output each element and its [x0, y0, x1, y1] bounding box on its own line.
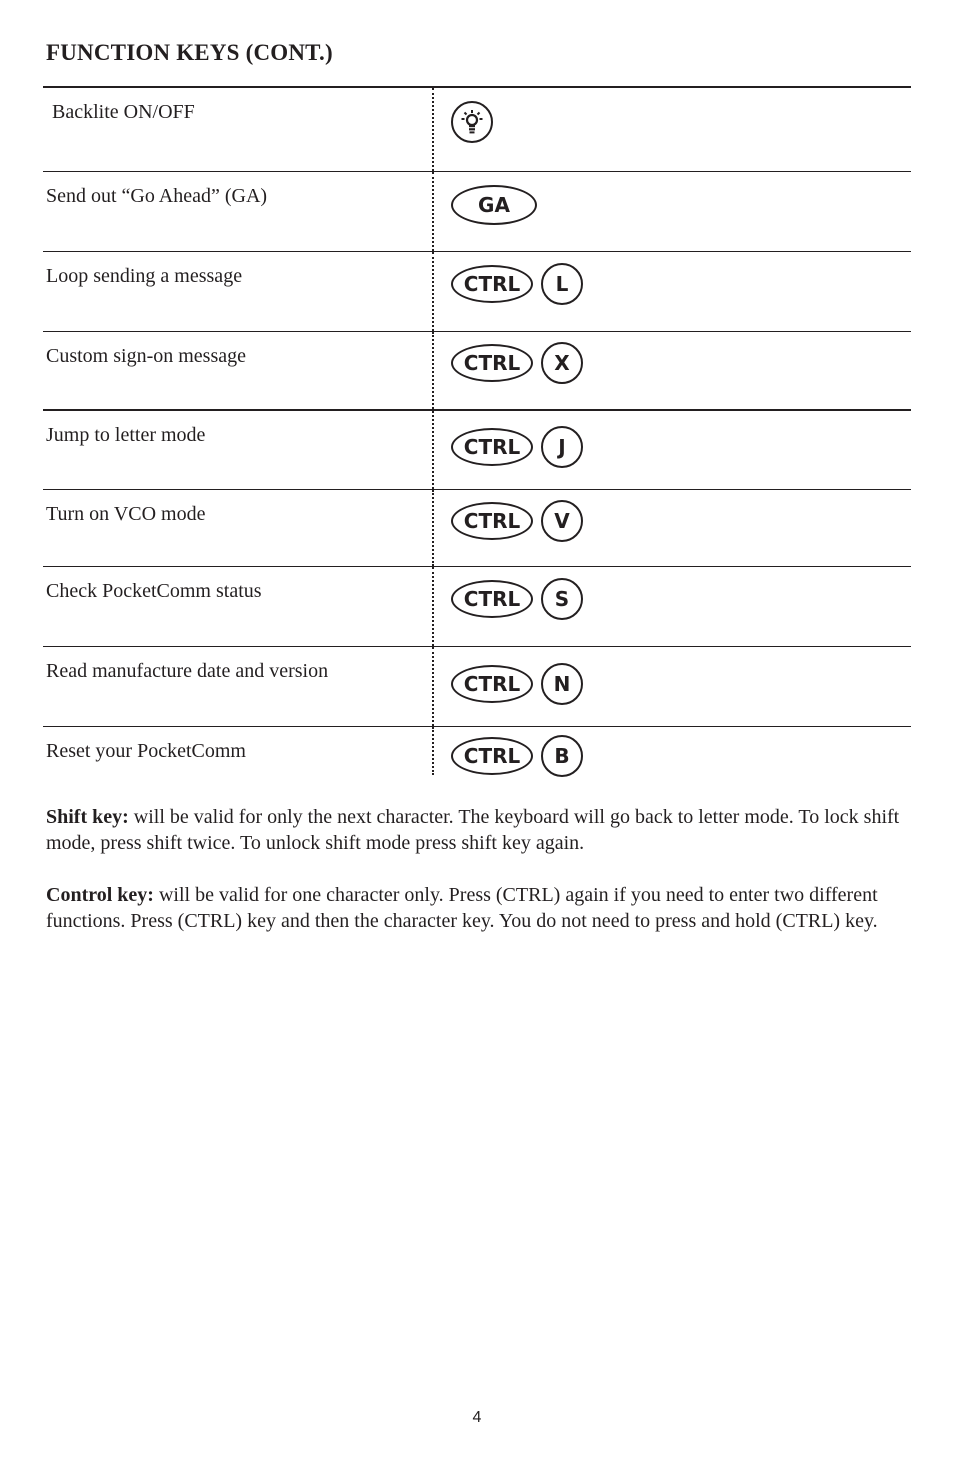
- note-text: will be valid for one character only. Press (CTRL) again if you need to enter two different functions. Press (CTRL) key and then the character key. You do not need to press and hold (CTRL) key.: [46, 884, 878, 932]
- table-row: [43, 727, 911, 775]
- row-label: Check PocketComm status: [46, 580, 262, 602]
- row-label: Custom sign-on message: [46, 345, 246, 367]
- key-combo: [451, 663, 583, 705]
- letter-key: L: [541, 263, 583, 305]
- row-label: Reset your PocketComm: [46, 740, 246, 762]
- column-divider: [432, 88, 434, 171]
- key-combo: [451, 342, 583, 384]
- table-row: [43, 567, 911, 647]
- function-keys-table: [43, 86, 911, 775]
- row-label: Jump to letter mode: [46, 424, 206, 446]
- row-label: Turn on VCO mode: [46, 503, 206, 525]
- page-number: 4: [472, 1409, 482, 1426]
- note-term: Control key:: [46, 884, 154, 906]
- table-row: [43, 490, 911, 567]
- ctrl-key: CTRL: [451, 428, 533, 466]
- shift-key-note: [46, 804, 906, 856]
- ctrl-key: CTRL: [451, 665, 533, 703]
- key-combo: [451, 500, 583, 542]
- note-text: will be valid for only the next character. The keyboard will go back to letter mode. To lock shift mode, press shift twice. To unlock shift mode press shift key again.: [46, 806, 900, 854]
- table-row: [43, 88, 911, 172]
- ga-key: GA: [451, 185, 537, 225]
- row-label: Send out “Go Ahead” (GA): [46, 185, 268, 207]
- column-divider: [432, 490, 434, 566]
- lightbulb-icon: [451, 101, 493, 143]
- letter-key: B: [541, 735, 583, 777]
- row-label: Read manufacture date and version: [46, 660, 329, 682]
- note-term: Shift key:: [46, 806, 129, 828]
- ctrl-key: CTRL: [451, 344, 533, 382]
- table-row: [43, 647, 911, 727]
- letter-key: V: [541, 500, 583, 542]
- letter-key: N: [541, 663, 583, 705]
- table-row: [43, 411, 911, 490]
- table-row: [43, 252, 911, 332]
- control-key-note: [46, 882, 906, 934]
- row-label: Backlite ON/OFF: [52, 101, 195, 123]
- letter-key: S: [541, 578, 583, 620]
- column-divider: [432, 727, 434, 775]
- key-combo: [451, 185, 537, 225]
- table-row: [43, 332, 911, 411]
- table-row: [43, 172, 911, 252]
- letter-key: J: [541, 426, 583, 468]
- column-divider: [432, 411, 434, 489]
- key-combo: [451, 578, 583, 620]
- column-divider: [432, 647, 434, 726]
- row-label: Loop sending a message: [46, 265, 243, 287]
- key-combo: [451, 101, 493, 143]
- key-combo: [451, 426, 583, 468]
- lightbulb-icon-graphic: [457, 107, 487, 137]
- ctrl-key: CTRL: [451, 580, 533, 618]
- column-divider: [432, 332, 434, 409]
- key-combo: [451, 735, 583, 777]
- column-divider: [432, 567, 434, 646]
- column-divider: [432, 252, 434, 331]
- ctrl-key: CTRL: [451, 502, 533, 540]
- key-combo: [451, 263, 583, 305]
- ctrl-key: CTRL: [451, 737, 533, 775]
- page-title: FUNCTION KEYS (CONT.): [46, 40, 333, 65]
- letter-key: X: [541, 342, 583, 384]
- column-divider: [432, 172, 434, 251]
- ctrl-key: CTRL: [451, 265, 533, 303]
